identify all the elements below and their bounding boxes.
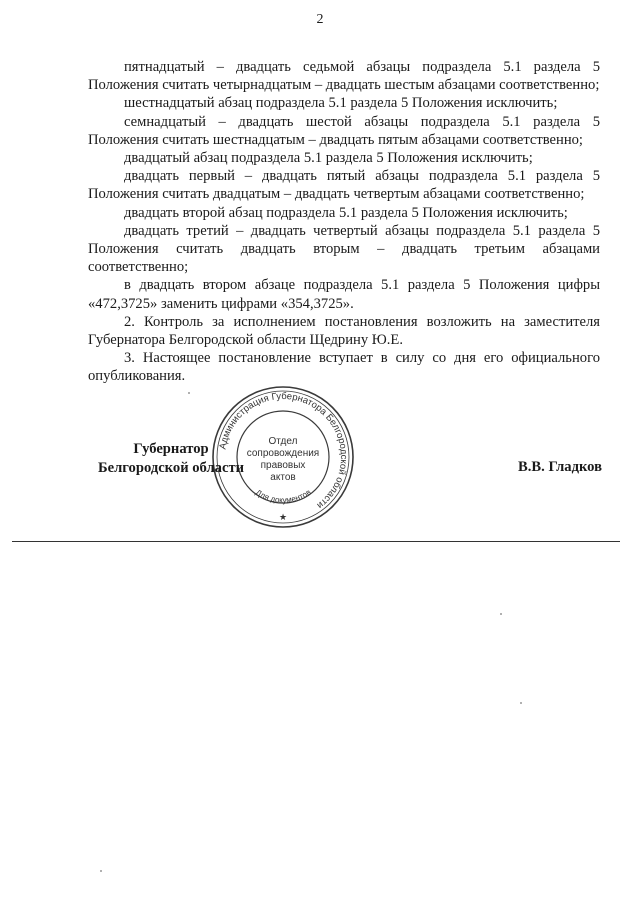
paragraph: семнадцатый – двадцать шестой абзацы подраздела 5.1 раздела 5 Положения считать шестнадцатым – двадцать пятым абзацами соответственно; <box>88 113 600 148</box>
signatory-title-line: Губернатор <box>133 441 209 457</box>
paragraph: 2. Контроль за исполнением постановления возложить на заместителя Губернатора Белгородской области Щедрину Ю.Е. <box>88 313 600 349</box>
stamp-outer-text: Администрация Губернатора Белгородской области <box>217 390 350 511</box>
stamp-star-icon: ★ <box>278 512 288 522</box>
stamp-center-line: сопровождения <box>246 448 320 459</box>
paragraph: двадцать третий – двадцать четвертый абзацы подраздела 5.1 раздела 5 Положения считать двадцать вторым – двадцать третьим абзацами соответственно; <box>88 222 600 276</box>
paragraph: 3. Настоящее постановление вступает в силу со дня его официального опубликования. <box>88 350 600 385</box>
paragraph: шестнадцатый абзац подраздела 5.1 раздела 5 Положения исключить; <box>124 95 558 112</box>
paragraph: двадцать первый – двадцать пятый абзацы подраздела 5.1 раздела 5 Положения считать двадцатым – двадцать четвертым абзацами соответственно; <box>88 168 600 203</box>
signatory-name: В.В. Гладков <box>518 459 602 475</box>
signatory-title-line: Белгородской области <box>97 460 245 476</box>
signature-block <box>0 390 640 552</box>
scan-speck <box>188 392 190 394</box>
paragraph: пятнадцатый – двадцать седьмой абзацы подраздела 5.1 раздела 5 Положения считать четырнадцатым – двадцать шестым абзацами соответственно; <box>88 59 600 94</box>
scan-speck <box>100 870 102 872</box>
bottom-divider <box>12 541 620 542</box>
scan-speck <box>500 613 502 615</box>
paragraph: двадцать второй абзац подраздела 5.1 раздела 5 Положения исключить; <box>124 204 568 221</box>
document-body <box>88 58 600 386</box>
stamp-center-line: Отдел <box>268 436 298 447</box>
scan-speck <box>520 702 522 704</box>
stamp-bottom-text: Для документов <box>253 487 313 505</box>
paragraph: двадцатый абзац подраздела 5.1 раздела 5 Положения исключить; <box>124 150 533 167</box>
paragraph: в двадцать втором абзаце подраздела 5.1 раздела 5 Положения цифры «472,3725» заменить цифрами «354,3725». <box>88 277 600 312</box>
stamp-center-line: правовых <box>260 460 306 471</box>
signatory-title <box>86 440 256 478</box>
stamp-center-line: актов <box>270 472 296 483</box>
page-number: 2 <box>316 12 324 27</box>
